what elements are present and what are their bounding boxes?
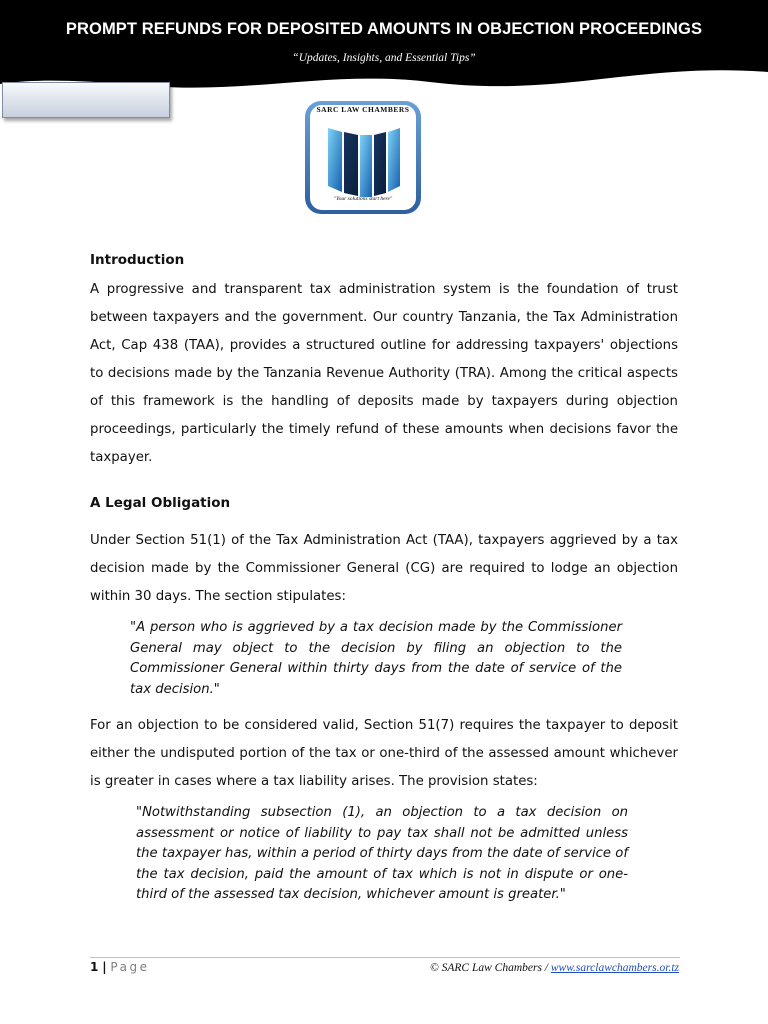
decorative-tab-box (2, 82, 170, 118)
footer-website-link[interactable]: www.sarclawchambers.or.tz (550, 962, 679, 974)
firm-logo (304, 100, 422, 215)
quote-section-51-1: "A person who is aggrieved by a tax decision made by the Commissioner General may object to the decision by filing an objection to the Commissioner General within thirty days from the date of service of the tax decision." (130, 620, 622, 697)
page-tagline: “Updates, Insights, and Essential Tips” (292, 52, 476, 64)
footer-divider (90, 957, 680, 958)
introduction-paragraph: A progressive and transparent tax administration system is the foundation of trust between taxpayers and the government. Our country Tanzania, the Tax Administration Act, Cap 438 (TAA), provides a structured outline for addressing taxpayers' objections to decisions made by the Tanzania Revenue Authority (TRA). Among the critical aspects of this framework is the handling of deposits made by taxpayers during objection proceedings, particularly the timely refund of these amounts when decisions favor the taxpayer. (90, 282, 678, 465)
page-label: Page (110, 960, 150, 974)
page-number-value: 1 (90, 960, 99, 974)
page-number (90, 960, 149, 974)
quote-section-51-7: "Notwithstanding subsection (1), an objection to a tax decision on assessment or notice of liability to pay tax shall not be admitted unless the taxpayer has, within a period of thirty days from the date of service of the tax decision, paid the amount of tax which is not in dispute or one-third of the assessed tax decision, whichever amount is greater." (136, 805, 628, 902)
footer-credit (430, 962, 679, 974)
logo-firm-name: SARC LAW CHAMBERS (316, 105, 410, 114)
legal-obligation-paragraph-1: Under Section 51(1) of the Tax Administration Act (TAA), taxpayers aggrieved by a tax decision made by the Commissioner General (CG) are required to lodge an objection within 30 days. The section stipulates: (90, 533, 678, 604)
logo-tagline: "Your solutions start here" (333, 196, 393, 202)
section-heading-legal-obligation: A Legal Obligation (90, 495, 231, 511)
page-number-separator: | (102, 960, 107, 974)
page-title: PROMPT REFUNDS FOR DEPOSITED AMOUNTS IN OBJECTION PROCEEDINGS (65, 20, 703, 38)
legal-obligation-paragraph-2: For an objection to be considered valid, Section 51(7) requires the taxpayer to deposit either the undisputed portion of the tax or one-third of the assessed amount whichever is greater in cases where a tax liability arises. The provision states: (90, 718, 678, 789)
footer-copyright: © SARC Law Chambers / (430, 962, 548, 974)
section-heading-introduction: Introduction (90, 252, 185, 268)
